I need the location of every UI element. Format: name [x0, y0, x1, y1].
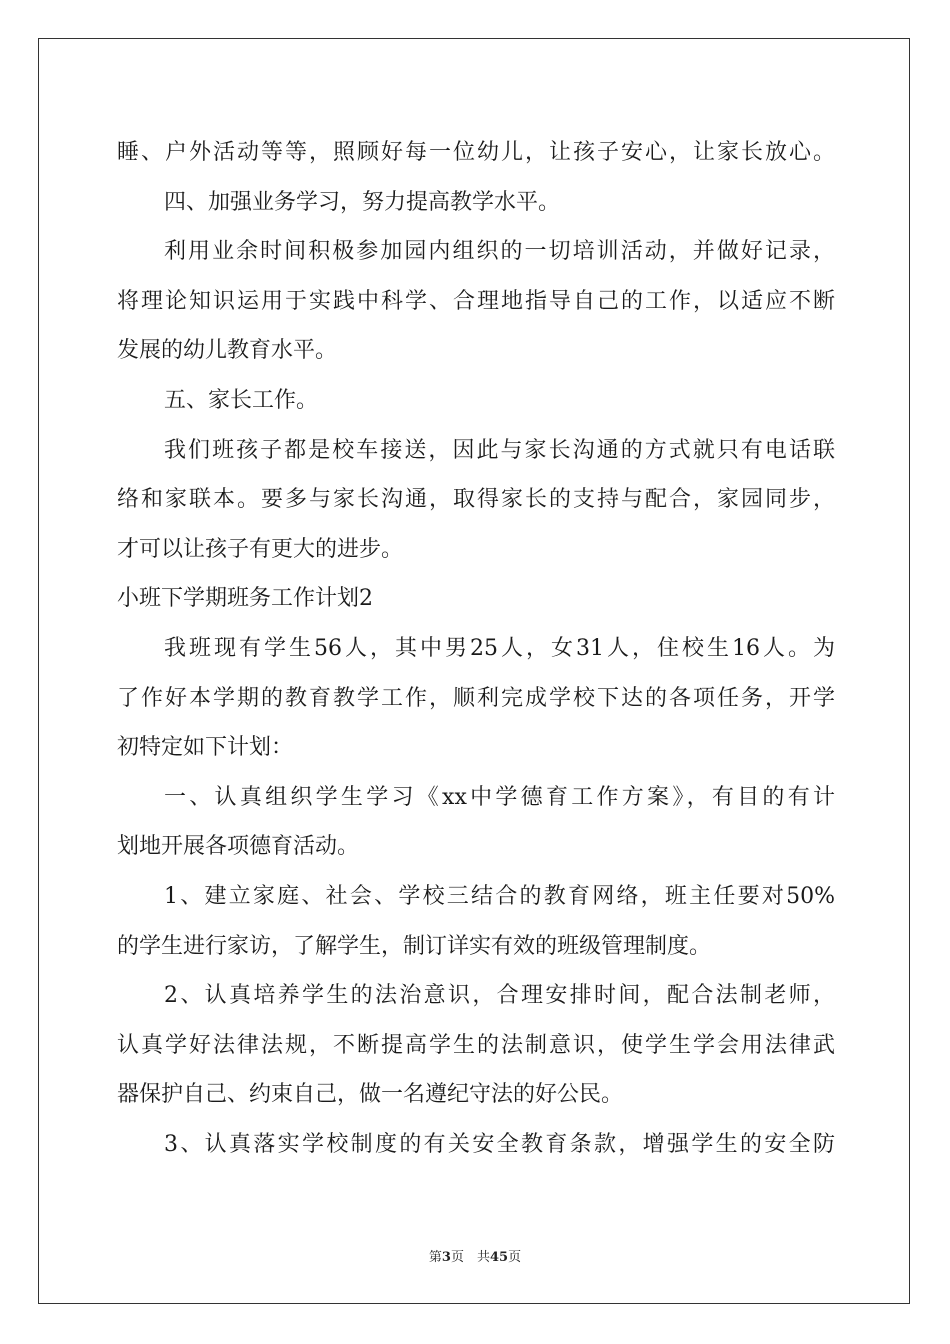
text-line: 1、建立家庭、社会、学校三结合的教育网络，班主任要对50%	[164, 883, 835, 909]
footer-mid: 页 共	[450, 1250, 490, 1265]
section-heading: 五、家长工作。	[164, 387, 319, 413]
document-title: 小班下学期班务工作计划2	[117, 586, 373, 612]
total-page-count: 45	[489, 1250, 509, 1265]
text-line: 发展的幼儿教育水平。	[117, 338, 338, 364]
text-line: 利用业余时间积极参加园内组织的一切培训活动，并做好记录，	[164, 239, 835, 265]
text-line: 划地开展各项德育活动。	[117, 834, 360, 860]
text-line: 我班现有学生56人，其中男25人，女31人，住校生16人。为	[164, 635, 835, 661]
text-line: 器保护自己、约束自己，做一名遵纪守法的好公民。	[117, 1082, 624, 1108]
page-footer	[0, 1246, 950, 1265]
text-line: 络和家联本。要多与家长沟通，取得家长的支持与配合，家园同步，	[117, 487, 835, 513]
footer-suffix: 页	[508, 1250, 522, 1265]
footer-prefix: 第	[428, 1250, 442, 1265]
text-line: 才可以让孩子有更大的进步。	[117, 536, 404, 562]
text-line: 的学生进行家访，了解学生，制订详实有效的班级管理制度。	[117, 933, 712, 959]
text-line: 认真学好法律法规，不断提高学生的法制意识，使学生学会用法律武	[117, 1032, 835, 1058]
current-page-number: 3	[441, 1250, 451, 1265]
text-line: 我们班孩子都是校车接送，因此与家长沟通的方式就只有电话联	[164, 437, 835, 463]
text-line: 了作好本学期的教育教学工作，顺利完成学校下达的各项任务，开学	[117, 685, 835, 711]
section-heading: 四、加强业务学习，努力提高教学水平。	[164, 189, 561, 215]
section-heading: 一、认真组织学生学习《xx中学德育工作方案》，有目的有计	[164, 784, 835, 810]
text-line: 3、认真落实学校制度的有关安全教育条款，增强学生的安全防	[164, 1131, 835, 1157]
document-body	[117, 128, 835, 1169]
text-line: 2、认真培养学生的法治意识，合理安排时间，配合法制老师，	[164, 983, 835, 1009]
text-line: 将理论知识运用于实践中科学、合理地指导自己的工作，以适应不断	[117, 288, 835, 314]
text-line: 睡、户外活动等等，照顾好每一位幼儿，让孩子安心，让家长放心。	[117, 140, 835, 165]
text-line: 初特定如下计划：	[117, 735, 294, 761]
